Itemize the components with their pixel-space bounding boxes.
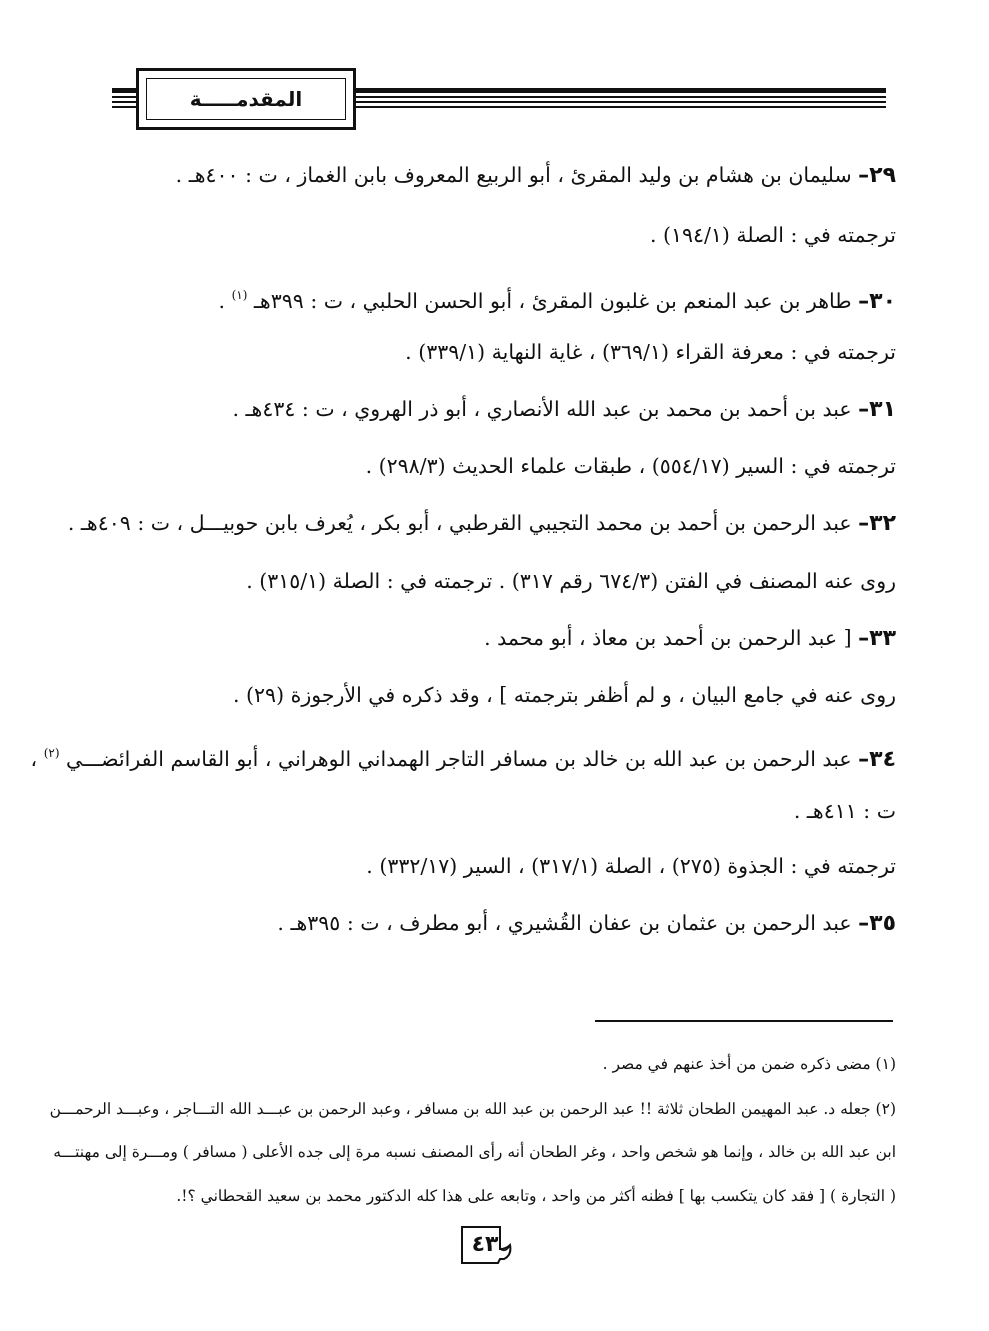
- entry-34-continued: [794, 796, 896, 826]
- entry-text: عبد بن أحمد بن محمد بن عبد الله الأنصاري ، أبو ذر الهروي ، ت : ٤٣٤هـ .: [232, 397, 859, 421]
- footnote-2-line-3: ( التجارة ) [ فقد كان يتكسب بها ] فظنه أكثر من واحد ، وتابعه على هذا كله الدكتور محمد بن سعيد القحطاني ؟!.: [176, 1187, 896, 1205]
- source-text: روى عنه المصنف في الفتن (٦٧٤/٣ رقم ٣١٧) . ترجمته في : الصلة (٣١٥/١) .: [246, 569, 896, 593]
- page-header-title: المقدمـــــة: [189, 87, 303, 111]
- entry-32-source: [246, 566, 896, 596]
- source-text: ترجمته في : الصلة (١٩٤/١) .: [649, 223, 896, 247]
- page-number: ٤٣: [471, 1232, 499, 1257]
- source-text: ترجمته في : الجذوة (٢٧٥) ، الصلة (٣١٧/١) ، السير (٣٣٢/١٧) .: [366, 854, 896, 878]
- source-text: ترجمته في : السير (٥٥٤/١٧) ، طبقات علماء الحديث (٢٩٨/٣) .: [365, 454, 896, 478]
- entry-number: ٣١–: [858, 397, 896, 422]
- entry-text: سليمان بن هشام بن وليد المقرئ ، أبو الربيع المعروف بابن الغماز ، ت : ٤٠٠هـ .: [175, 163, 859, 187]
- entry-31: [232, 394, 896, 425]
- entry-35: [277, 908, 896, 939]
- footnote-2-line-1: (٢) جعله د. عبد المهيمن الطحان ثلاثة !! عبد الرحمن بن عبد الله بن مسافر ، وعبد الرحمن بن عبـــد الله التـــاجر ، وعبـــد الرحمـــن: [49, 1100, 896, 1118]
- entry-29: [176, 160, 896, 191]
- entry-31-source: [366, 451, 896, 481]
- entry-32: [67, 508, 896, 539]
- entry-text: [ عبد الرحمن بن أحمد بن معاذ ، أبو محمد .: [484, 626, 859, 650]
- source-text: روى عنه في جامع البيان ، و لم أظفر بترجمته ] ، وقد ذكره في الأرجوزة (٢٩) .: [233, 683, 896, 707]
- entry-number: ٣٠–: [858, 289, 896, 314]
- entry-text: عبد الرحمن بن عثمان بن عفان القُشيري ، أبو مطرف ، ت : ٣٩٥هـ .: [277, 911, 859, 935]
- entry-text-tail: ،: [30, 747, 44, 771]
- header-title-inner-frame: [146, 78, 346, 120]
- entry-text: عبد الرحمن بن عبد الله بن خالد بن مسافر التاجر الهمداني الوهراني ، أبو القاسم الفرائضـــي: [66, 747, 859, 771]
- entry-33: [484, 623, 896, 654]
- footnote-ref-2[interactable]: (٢): [43, 746, 60, 760]
- entry-33-source: [233, 680, 896, 710]
- header-title-frame: [136, 68, 356, 130]
- footnote-1: (١) مضى ذكره ضمن من أخذ عنهم في مصر .: [602, 1055, 896, 1073]
- source-text: ترجمته في : معرفة القراء (٣٦٩/١) ، غاية النهاية (٣٣٩/١) .: [405, 340, 896, 364]
- entry-29-source: [650, 220, 896, 250]
- page-number-box: [460, 1225, 516, 1265]
- entry-text: عبد الرحمن بن أحمد بن محمد التجيبي القرطبي ، أبو بكر ، يُعرف بابن حوبيـــل ، ت : ٤٠٩هـ .: [67, 511, 859, 535]
- entry-30: [219, 280, 896, 317]
- footnote-ref-1[interactable]: (١): [231, 288, 248, 302]
- footnote-2-line-2: ابن عبد الله بن خالد ، وإنما هو شخص واحد ، وغر الطحان أنه رأى المصنف نسبه مرة إلى جده الأعلى ( مسافر ) ومـــرة إلى مهنتـــه: [53, 1143, 896, 1161]
- entry-number: ٢٩–: [858, 163, 896, 188]
- entry-text-tail: .: [218, 289, 232, 313]
- entry-text: طاهر بن عبد المنعم بن غلبون المقرئ ، أبو الحسن الحلبي ، ت : ٣٩٩هـ: [253, 289, 859, 313]
- entry-34-source: [366, 851, 896, 881]
- entry-number: ٣٥–: [858, 911, 896, 936]
- footnote-separator: [595, 1020, 893, 1022]
- entry-30-source: [405, 337, 896, 367]
- entry-number: ٣٣–: [858, 626, 896, 651]
- entry-34: [30, 738, 896, 775]
- entry-number: ٣٢–: [858, 511, 896, 536]
- entry-text: ت : ٤١١هـ .: [793, 799, 896, 823]
- entry-number: ٣٤–: [858, 747, 896, 772]
